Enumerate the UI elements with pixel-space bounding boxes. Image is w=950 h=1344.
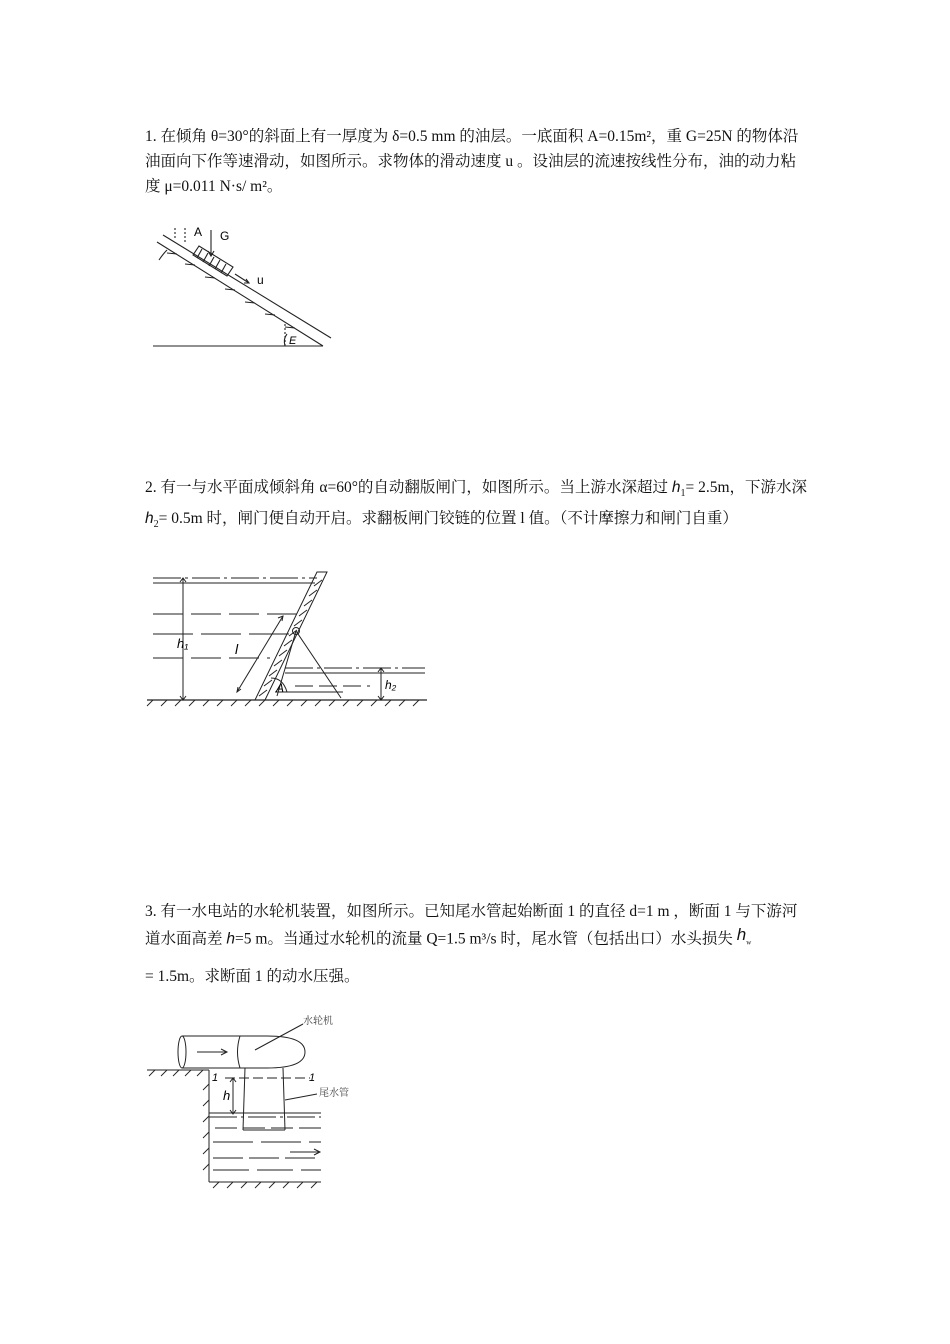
label-l: l <box>235 641 239 657</box>
label-h2: h₂ <box>385 678 397 692</box>
problem-1-text: 1. 在倾角 θ=30°的斜面上有一厚度为 δ=0.5 mm 的油层。一底面积 A=0.15m²，重 G=25N 的物体沿油面向下作等速滑动，如图所示。求物体的滑动速度 u 。设油层的流速按线性分布，油的动力粘度 μ=0.011 N·s/ m²。 <box>145 128 799 195</box>
figure-3-turbine <box>145 1010 385 1195</box>
problem-2-text: 2. 有一与水平面成倾斜角 α=60°的自动翻版闸门，如图所示。当上游水深超过 $h_1= 2.5m$，下游水深 $h_2= 0.5m$ 时，闸门便自动开启。求翻板闸门铰链的位置 l 值。（不计摩擦力和闸门自重） <box>145 479 808 531</box>
label-g: G <box>220 229 230 243</box>
label-u: u <box>257 273 264 287</box>
label-1-left: 1 <box>212 1072 219 1084</box>
label-draft-tube: 尾水管 <box>319 1088 349 1099</box>
label-h: h <box>223 1088 231 1103</box>
label-angle: E <box>289 335 297 347</box>
figure-2-tilting-gate <box>145 568 435 708</box>
problem-3-text: 3. 有一水电站的水轮机装置，如图所示。已知尾水管起始断面 1 的直径 d=1 m ，断面 1 与下游河道水面高差 h=5 m。当通过水轮机的流量 Q=1.5 m³/s 时，尾水管（包括出口）水头损失 $h_w$ = 1.5m。求断面 1 的动水压强。 <box>145 903 798 986</box>
label-1-right: 1 <box>309 1072 316 1084</box>
label-turbine: 水轮机 <box>303 1016 333 1027</box>
label-h1: h₁ <box>177 636 189 651</box>
label-angle-a: A <box>276 681 285 695</box>
figure-1-inclined-plane <box>145 220 340 355</box>
label-a: A <box>194 225 203 239</box>
